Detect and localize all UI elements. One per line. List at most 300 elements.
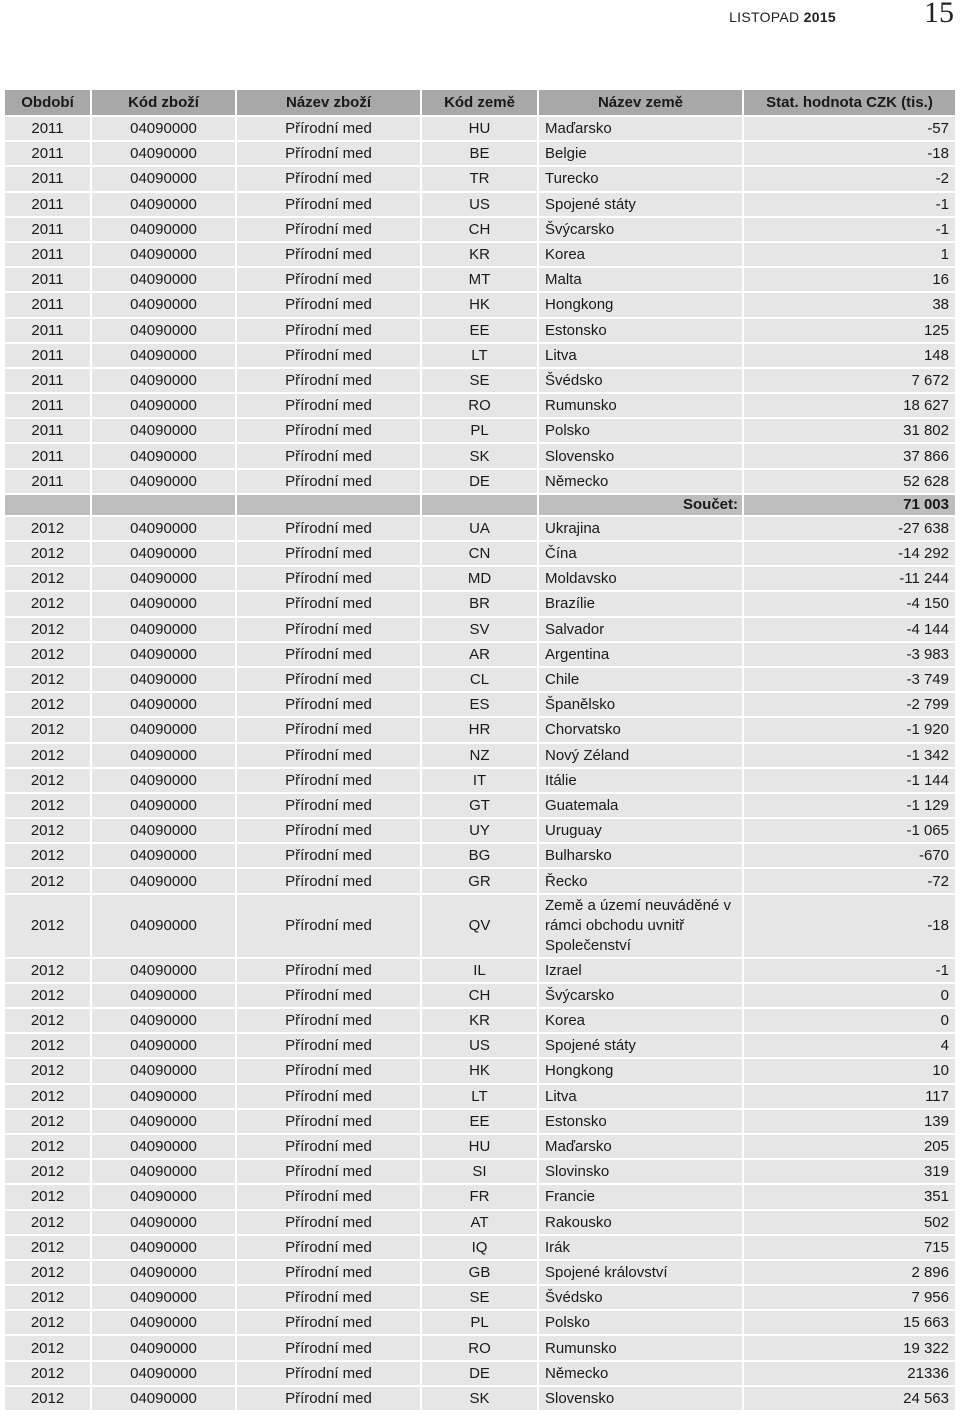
- table-body: [5, 117, 955, 1412]
- cell-stat-value: 52 628: [744, 470, 955, 495]
- table-row: [5, 117, 955, 142]
- cell-goods-name: Přírodní med: [237, 869, 422, 894]
- cell-stat-value: -1 920: [744, 718, 955, 743]
- cell-country-name: Itálie: [539, 769, 744, 794]
- table-row: [5, 1236, 955, 1261]
- cell-country-code: CH: [422, 218, 539, 243]
- honey-trade-table: [5, 90, 955, 1412]
- cell-country-name: Maďarsko: [539, 1135, 744, 1160]
- cell-goods-name: Přírodní med: [237, 1236, 422, 1261]
- cell-country-name: Litva: [539, 344, 744, 369]
- cell-period: 2012: [5, 844, 92, 869]
- cell-country-code: RO: [422, 394, 539, 419]
- cell-goods-code: 04090000: [92, 218, 237, 243]
- cell-country-name: Korea: [539, 1009, 744, 1034]
- cell-country-name: Slovinsko: [539, 1160, 744, 1185]
- cell-country-code: BR: [422, 592, 539, 617]
- cell-stat-value: 37 866: [744, 444, 955, 469]
- cell-goods-code: 04090000: [92, 567, 237, 592]
- cell-period: 2012: [5, 1336, 92, 1361]
- table-row: [5, 369, 955, 394]
- cell-goods-name: Přírodní med: [237, 769, 422, 794]
- cell-country-code: BE: [422, 142, 539, 167]
- cell-goods-code: 04090000: [92, 142, 237, 167]
- cell-stat-value: 38: [744, 293, 955, 318]
- cell-country-name: Izrael: [539, 959, 744, 984]
- cell-country-name: Polsko: [539, 419, 744, 444]
- cell-country-name: Spojené státy: [539, 1034, 744, 1059]
- cell-stat-value: -1 129: [744, 794, 955, 819]
- cell-country-name: Moldavsko: [539, 567, 744, 592]
- cell-country-name: Spojené království: [539, 1261, 744, 1286]
- cell-period: 2012: [5, 592, 92, 617]
- cell-goods-name: Přírodní med: [237, 1085, 422, 1110]
- cell-stat-value: -4 150: [744, 592, 955, 617]
- cell-stat-value: 715: [744, 1236, 955, 1261]
- cell-country-code: IT: [422, 769, 539, 794]
- cell-stat-value: 0: [744, 1009, 955, 1034]
- cell-period: 2012: [5, 1311, 92, 1336]
- table-row: [5, 444, 955, 469]
- cell-period: 2012: [5, 1236, 92, 1261]
- cell-country-code: EE: [422, 319, 539, 344]
- cell-stat-value: -3 749: [744, 668, 955, 693]
- cell-stat-value: 148: [744, 344, 955, 369]
- issue-year: 2015: [803, 9, 836, 25]
- cell-period: 2011: [5, 193, 92, 218]
- cell-goods-code: 04090000: [92, 643, 237, 668]
- page-header: [0, 0, 960, 40]
- cell-goods-code: 04090000: [92, 444, 237, 469]
- col-header-goods-name: Název zboží: [237, 90, 422, 117]
- cell-goods-code: 04090000: [92, 819, 237, 844]
- table-row: [5, 744, 955, 769]
- cell-country-code: HK: [422, 1059, 539, 1084]
- cell-stat-value: -14 292: [744, 542, 955, 567]
- cell-period: 2012: [5, 693, 92, 718]
- cell-goods-name: Přírodní med: [237, 268, 422, 293]
- cell-goods-name: Přírodní med: [237, 1185, 422, 1210]
- cell-country-code: TR: [422, 167, 539, 192]
- cell-period: 2011: [5, 117, 92, 142]
- cell-country-code: CL: [422, 668, 539, 693]
- cell-period: 2012: [5, 1362, 92, 1387]
- cell-country-name: Rumunsko: [539, 1336, 744, 1361]
- cell-country-name: Německo: [539, 470, 744, 495]
- cell-goods-name: Přírodní med: [237, 293, 422, 318]
- cell-stat-value: 139: [744, 1110, 955, 1135]
- table-row: [5, 394, 955, 419]
- cell-period: 2012: [5, 1261, 92, 1286]
- table-row: [5, 693, 955, 718]
- cell-goods-code: 04090000: [92, 293, 237, 318]
- cell-stat-value: -1: [744, 959, 955, 984]
- cell-country-name: Slovensko: [539, 444, 744, 469]
- cell-stat-value: -1 065: [744, 819, 955, 844]
- cell-country-code: GR: [422, 869, 539, 894]
- cell-stat-value: -1: [744, 193, 955, 218]
- cell-period: 2012: [5, 1185, 92, 1210]
- cell-goods-code: 04090000: [92, 470, 237, 495]
- col-header-country-code: Kód země: [422, 90, 539, 117]
- table-row: [5, 1009, 955, 1034]
- cell-goods-name: Přírodní med: [237, 344, 422, 369]
- cell-country-code: PL: [422, 419, 539, 444]
- col-header-stat-value: Stat. hodnota CZK (tis.): [744, 90, 955, 117]
- cell-period: 2011: [5, 293, 92, 318]
- cell-stat-value: 15 663: [744, 1311, 955, 1336]
- cell-country-name: Belgie: [539, 142, 744, 167]
- cell-period: 2012: [5, 567, 92, 592]
- cell-country-name: Bulharsko: [539, 844, 744, 869]
- cell-goods-name: Přírodní med: [237, 243, 422, 268]
- cell-country-name: Polsko: [539, 1311, 744, 1336]
- cell-period: 2012: [5, 959, 92, 984]
- sum-row: [5, 495, 955, 517]
- cell-period: 2011: [5, 444, 92, 469]
- table-row: [5, 344, 955, 369]
- cell-country-code: US: [422, 1034, 539, 1059]
- cell-country-code: DE: [422, 1362, 539, 1387]
- cell-goods-code: 04090000: [92, 895, 237, 959]
- table-row: [5, 268, 955, 293]
- cell-goods-name: Přírodní med: [237, 142, 422, 167]
- table-row: [5, 293, 955, 318]
- table-row: [5, 193, 955, 218]
- cell-country-code: CN: [422, 542, 539, 567]
- cell-country-code: GB: [422, 1261, 539, 1286]
- cell-goods-code: 04090000: [92, 1387, 237, 1412]
- cell-country-name: Hongkong: [539, 293, 744, 318]
- cell-stat-value: -57: [744, 117, 955, 142]
- cell-country-name: Guatemala: [539, 794, 744, 819]
- cell-goods-name: Přírodní med: [237, 1387, 422, 1412]
- table-row: [5, 1110, 955, 1135]
- cell-goods-name: Přírodní med: [237, 1110, 422, 1135]
- cell-goods-code: 04090000: [92, 1362, 237, 1387]
- cell-country-code: MD: [422, 567, 539, 592]
- cell-goods-name: Přírodní med: [237, 444, 422, 469]
- cell-goods-code: 04090000: [92, 618, 237, 643]
- cell-country-code: SI: [422, 1160, 539, 1185]
- cell-stat-value: 125: [744, 319, 955, 344]
- cell-goods-name: Přírodní med: [237, 470, 422, 495]
- issue-month: LISTOPAD: [729, 9, 800, 25]
- cell-country-name: Švédsko: [539, 1286, 744, 1311]
- table-row: [5, 618, 955, 643]
- cell-goods-name: Přírodní med: [237, 959, 422, 984]
- cell-goods-name: Přírodní med: [237, 517, 422, 542]
- cell-country-name: Rakousko: [539, 1211, 744, 1236]
- cell-goods-name: Přírodní med: [237, 1336, 422, 1361]
- col-header-country-name: Název země: [539, 90, 744, 117]
- cell-stat-value: -72: [744, 869, 955, 894]
- cell-country-name: Estonsko: [539, 1110, 744, 1135]
- cell-country-code: IQ: [422, 1236, 539, 1261]
- cell-country-name: Uruguay: [539, 819, 744, 844]
- table-row: [5, 844, 955, 869]
- cell-stat-value: -4 144: [744, 618, 955, 643]
- cell-goods-name: Přírodní med: [237, 1034, 422, 1059]
- cell-country-name: Švédsko: [539, 369, 744, 394]
- cell-country-code: AT: [422, 1211, 539, 1236]
- cell-country-name: Argentina: [539, 643, 744, 668]
- cell-country-code: HU: [422, 117, 539, 142]
- cell-country-name: Litva: [539, 1085, 744, 1110]
- table-row: [5, 869, 955, 894]
- cell-goods-name: Přírodní med: [237, 419, 422, 444]
- table-row: [5, 1135, 955, 1160]
- cell-stat-value: 19 322: [744, 1336, 955, 1361]
- cell-country-code: BG: [422, 844, 539, 869]
- cell-country-name: Švýcarsko: [539, 984, 744, 1009]
- cell-goods-code: 04090000: [92, 1059, 237, 1084]
- cell-goods-name: Přírodní med: [237, 117, 422, 142]
- cell-period: 2011: [5, 419, 92, 444]
- cell-goods-code: 04090000: [92, 369, 237, 394]
- cell-stat-value: 4: [744, 1034, 955, 1059]
- table-row: [5, 769, 955, 794]
- cell-period: 2012: [5, 718, 92, 743]
- cell-stat-value: 0: [744, 984, 955, 1009]
- cell-country-code: HK: [422, 293, 539, 318]
- cell-goods-name: Přírodní med: [237, 895, 422, 959]
- cell-country-code: KR: [422, 1009, 539, 1034]
- cell-period: 2012: [5, 643, 92, 668]
- cell-country-name: Malta: [539, 268, 744, 293]
- sum-empty-cell: [92, 495, 237, 517]
- cell-period: 2012: [5, 895, 92, 959]
- cell-period: 2012: [5, 618, 92, 643]
- cell-stat-value: -670: [744, 844, 955, 869]
- cell-goods-code: 04090000: [92, 542, 237, 567]
- cell-goods-code: 04090000: [92, 1261, 237, 1286]
- cell-goods-name: Přírodní med: [237, 394, 422, 419]
- cell-country-name: Chile: [539, 668, 744, 693]
- cell-country-code: GT: [422, 794, 539, 819]
- cell-goods-name: Přírodní med: [237, 984, 422, 1009]
- cell-stat-value: 117: [744, 1085, 955, 1110]
- cell-goods-code: 04090000: [92, 268, 237, 293]
- cell-goods-code: 04090000: [92, 1160, 237, 1185]
- cell-period: 2012: [5, 984, 92, 1009]
- cell-goods-name: Přírodní med: [237, 1311, 422, 1336]
- cell-goods-name: Přírodní med: [237, 1160, 422, 1185]
- cell-goods-name: Přírodní med: [237, 693, 422, 718]
- cell-period: 2012: [5, 1211, 92, 1236]
- table-row: [5, 643, 955, 668]
- cell-stat-value: -1 144: [744, 769, 955, 794]
- table-row: [5, 592, 955, 617]
- cell-goods-name: Přírodní med: [237, 1135, 422, 1160]
- table-row: [5, 1286, 955, 1311]
- cell-stat-value: -2 799: [744, 693, 955, 718]
- cell-stat-value: 205: [744, 1135, 955, 1160]
- cell-goods-name: Přírodní med: [237, 1211, 422, 1236]
- cell-goods-code: 04090000: [92, 193, 237, 218]
- cell-goods-name: Přírodní med: [237, 844, 422, 869]
- table-row: [5, 819, 955, 844]
- table-row: [5, 794, 955, 819]
- cell-country-code: AR: [422, 643, 539, 668]
- cell-stat-value: 18 627: [744, 394, 955, 419]
- sum-empty-cell: [422, 495, 539, 517]
- table-row: [5, 243, 955, 268]
- cell-stat-value: 10: [744, 1059, 955, 1084]
- cell-period: 2012: [5, 1034, 92, 1059]
- cell-stat-value: -1: [744, 218, 955, 243]
- cell-goods-name: Přírodní med: [237, 1059, 422, 1084]
- table-row: [5, 718, 955, 743]
- table-row: [5, 567, 955, 592]
- cell-goods-code: 04090000: [92, 167, 237, 192]
- cell-country-name: Německo: [539, 1362, 744, 1387]
- cell-country-name: Ukrajina: [539, 517, 744, 542]
- cell-period: 2011: [5, 218, 92, 243]
- table-row: [5, 419, 955, 444]
- cell-country-code: NZ: [422, 744, 539, 769]
- table-row: [5, 167, 955, 192]
- cell-goods-code: 04090000: [92, 1009, 237, 1034]
- table-row: [5, 895, 955, 959]
- cell-goods-name: Přírodní med: [237, 618, 422, 643]
- table-row: [5, 142, 955, 167]
- cell-goods-code: 04090000: [92, 1286, 237, 1311]
- cell-goods-name: Přírodní med: [237, 218, 422, 243]
- sum-empty-cell: [237, 495, 422, 517]
- cell-goods-code: 04090000: [92, 959, 237, 984]
- cell-stat-value: 31 802: [744, 419, 955, 444]
- cell-stat-value: -18: [744, 895, 955, 959]
- cell-goods-name: Přírodní med: [237, 542, 422, 567]
- cell-stat-value: -1 342: [744, 744, 955, 769]
- cell-stat-value: 21336: [744, 1362, 955, 1387]
- cell-period: 2012: [5, 1387, 92, 1412]
- cell-goods-code: 04090000: [92, 117, 237, 142]
- cell-country-code: SE: [422, 1286, 539, 1311]
- cell-goods-name: Přírodní med: [237, 567, 422, 592]
- page-number: 15: [924, 0, 954, 29]
- cell-goods-name: Přírodní med: [237, 1261, 422, 1286]
- cell-country-name: Estonsko: [539, 319, 744, 344]
- cell-country-code: EE: [422, 1110, 539, 1135]
- cell-country-name: Salvador: [539, 618, 744, 643]
- cell-country-name: Švýcarsko: [539, 218, 744, 243]
- cell-stat-value: 7 672: [744, 369, 955, 394]
- table-header-row: [5, 90, 955, 117]
- cell-period: 2011: [5, 142, 92, 167]
- cell-country-name: Spojené státy: [539, 193, 744, 218]
- cell-country-code: RO: [422, 1336, 539, 1361]
- cell-country-code: SE: [422, 369, 539, 394]
- cell-goods-code: 04090000: [92, 243, 237, 268]
- cell-period: 2012: [5, 744, 92, 769]
- cell-period: 2012: [5, 819, 92, 844]
- cell-period: 2012: [5, 1160, 92, 1185]
- cell-goods-code: 04090000: [92, 693, 237, 718]
- cell-period: 2012: [5, 668, 92, 693]
- cell-goods-code: 04090000: [92, 1085, 237, 1110]
- cell-country-code: HR: [422, 718, 539, 743]
- cell-country-code: QV: [422, 895, 539, 959]
- cell-stat-value: 319: [744, 1160, 955, 1185]
- table-row: [5, 984, 955, 1009]
- cell-period: 2011: [5, 243, 92, 268]
- cell-period: 2011: [5, 394, 92, 419]
- cell-country-code: LT: [422, 1085, 539, 1110]
- cell-goods-code: 04090000: [92, 1211, 237, 1236]
- cell-country-code: IL: [422, 959, 539, 984]
- cell-goods-code: 04090000: [92, 394, 237, 419]
- cell-stat-value: -27 638: [744, 517, 955, 542]
- cell-period: 2011: [5, 470, 92, 495]
- sum-empty-cell: [5, 495, 92, 517]
- cell-period: 2012: [5, 1085, 92, 1110]
- cell-goods-code: 04090000: [92, 592, 237, 617]
- cell-country-name: Čína: [539, 542, 744, 567]
- cell-period: 2011: [5, 319, 92, 344]
- table-row: [5, 1211, 955, 1236]
- table-row: [5, 319, 955, 344]
- cell-goods-code: 04090000: [92, 1336, 237, 1361]
- cell-period: 2012: [5, 1009, 92, 1034]
- table-row: [5, 1059, 955, 1084]
- cell-country-code: ES: [422, 693, 539, 718]
- cell-period: 2011: [5, 268, 92, 293]
- cell-country-code: HU: [422, 1135, 539, 1160]
- cell-period: 2012: [5, 869, 92, 894]
- sum-label: Součet:: [539, 495, 744, 517]
- cell-goods-name: Přírodní med: [237, 794, 422, 819]
- cell-stat-value: -18: [744, 142, 955, 167]
- cell-goods-code: 04090000: [92, 419, 237, 444]
- table-row: [5, 1311, 955, 1336]
- table-row: [5, 1261, 955, 1286]
- table-row: [5, 959, 955, 984]
- cell-stat-value: 351: [744, 1185, 955, 1210]
- cell-country-name: Turecko: [539, 167, 744, 192]
- table-row: [5, 1387, 955, 1412]
- cell-stat-value: 1: [744, 243, 955, 268]
- cell-goods-code: 04090000: [92, 794, 237, 819]
- table-row: [5, 218, 955, 243]
- cell-country-code: DE: [422, 470, 539, 495]
- cell-goods-name: Přírodní med: [237, 1362, 422, 1387]
- cell-country-name: Korea: [539, 243, 744, 268]
- cell-goods-code: 04090000: [92, 517, 237, 542]
- cell-goods-name: Přírodní med: [237, 1286, 422, 1311]
- cell-country-code: SK: [422, 1387, 539, 1412]
- cell-country-name: Rumunsko: [539, 394, 744, 419]
- cell-period: 2012: [5, 1059, 92, 1084]
- table-row: [5, 1085, 955, 1110]
- cell-country-code: LT: [422, 344, 539, 369]
- cell-period: 2012: [5, 517, 92, 542]
- cell-goods-name: Přírodní med: [237, 744, 422, 769]
- cell-goods-code: 04090000: [92, 869, 237, 894]
- cell-stat-value: 16: [744, 268, 955, 293]
- cell-period: 2012: [5, 542, 92, 567]
- cell-period: 2011: [5, 369, 92, 394]
- table-row: [5, 668, 955, 693]
- cell-country-code: FR: [422, 1185, 539, 1210]
- cell-goods-name: Přírodní med: [237, 193, 422, 218]
- cell-goods-name: Přírodní med: [237, 718, 422, 743]
- cell-period: 2012: [5, 1135, 92, 1160]
- cell-goods-code: 04090000: [92, 319, 237, 344]
- table-row: [5, 1034, 955, 1059]
- cell-country-name: Hongkong: [539, 1059, 744, 1084]
